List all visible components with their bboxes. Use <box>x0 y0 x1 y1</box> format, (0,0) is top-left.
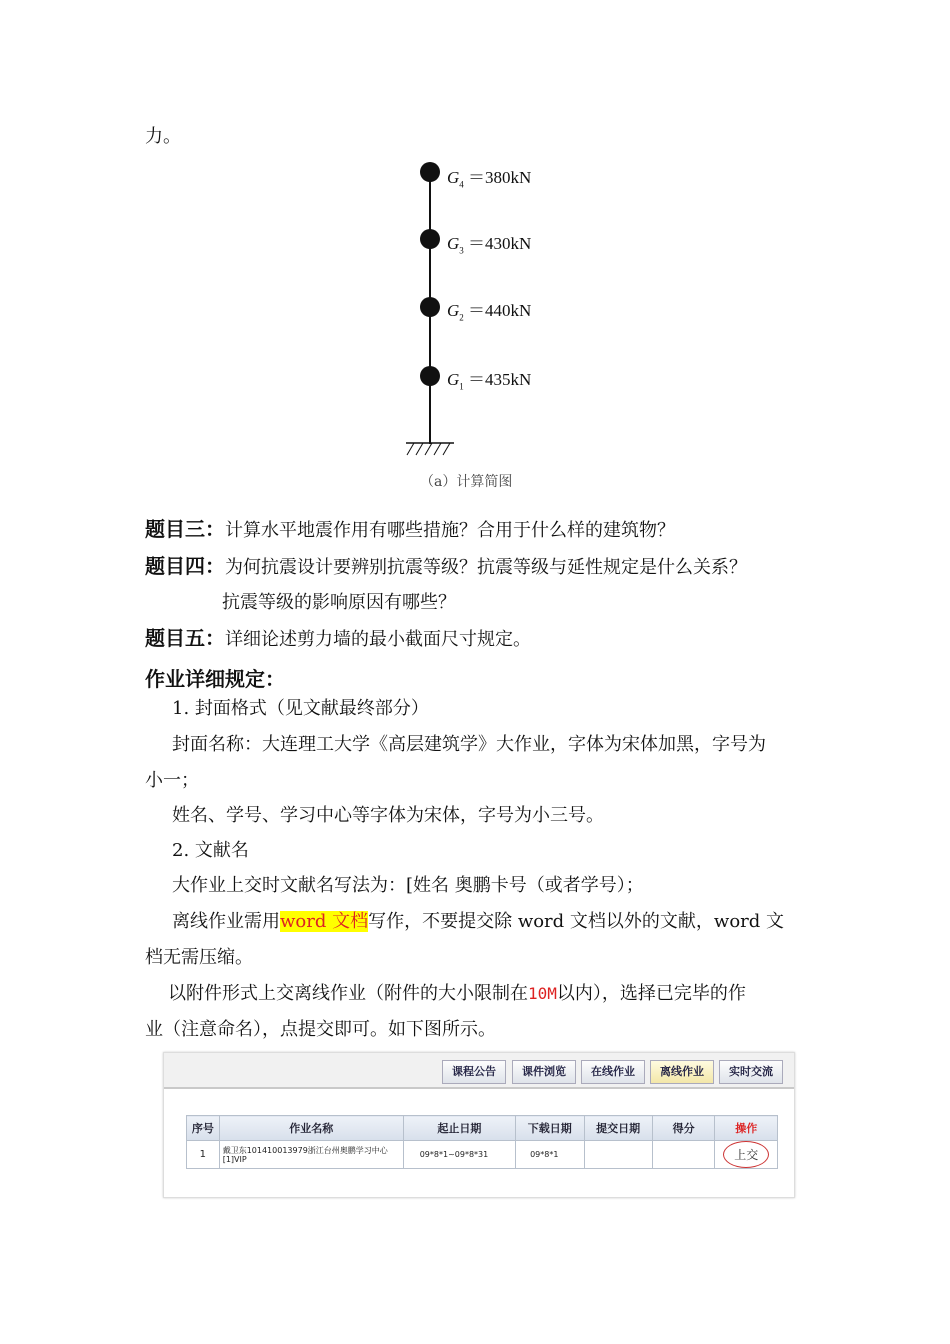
mass-label-2: $G_2 =440kN$ <box>447 301 532 323</box>
mass-node-2 <box>420 297 440 317</box>
req-line-1: 1. 封面格式（见文献最终部分） <box>172 698 429 719</box>
mass-node-4 <box>420 162 440 182</box>
th-action: 操作 <box>715 1116 778 1141</box>
th-name: 作业名称 <box>219 1116 403 1141</box>
cell-range: 09*8*1~09*8*31 <box>403 1141 515 1169</box>
req-line-4: 姓名、学号、学习中心等字体为宋体，字号为小三号。 <box>172 805 604 826</box>
req-line-5: 2. 文献名 <box>172 840 249 861</box>
question-3: 题目三：计算水平地震作用有哪些措施？合用于什么样的建筑物？ <box>145 517 675 541</box>
req-line-8: 档无需压缩。 <box>145 947 253 968</box>
embedded-screenshot <box>163 1052 795 1198</box>
cell-submitted <box>584 1141 652 1169</box>
cell-action <box>715 1141 778 1169</box>
req-line-9: 以附件形式上交离线作业（附件的大小限制在10M以内），选择已完毕的作 <box>168 983 746 1004</box>
table-header <box>187 1116 778 1141</box>
th-index: 序号 <box>187 1116 220 1141</box>
th-submitted: 提交日期 <box>584 1116 652 1141</box>
mass-node-3 <box>420 229 440 249</box>
req-line-3: 小一； <box>145 770 199 791</box>
tab-course-notice[interactable]: 课程公告 <box>442 1060 506 1084</box>
intro-tail: 力。 <box>145 126 181 147</box>
submit-button[interactable]: 上交 <box>723 1141 769 1168</box>
mass-label-4: $G_4 =380kN$ <box>447 168 532 190</box>
th-range: 起止日期 <box>403 1116 515 1141</box>
fixed-support-icon <box>404 440 456 458</box>
homework-table <box>186 1115 778 1169</box>
req-line-6: 大作业上交时文献名写法为：[姓名 奥鹏卡号（或者学号）； <box>172 875 644 896</box>
th-score: 得分 <box>652 1116 715 1141</box>
tab-offline-homework[interactable]: 离线作业 <box>650 1060 714 1084</box>
tab-bar <box>164 1053 794 1089</box>
tab-live-chat[interactable]: 实时交流 <box>719 1060 783 1084</box>
diagram-caption: （a）计算简图 <box>420 474 513 490</box>
mass-label-1: $G_1 =435kN$ <box>447 370 532 392</box>
cell-index: 1 <box>187 1141 220 1169</box>
tab-courseware[interactable]: 课件浏览 <box>512 1060 576 1084</box>
th-download: 下载日期 <box>516 1116 584 1141</box>
mass-node-1 <box>420 366 440 386</box>
req-line-2: 封面名称：大连理工大学《高层建筑学》大作业，字体为宋体加黑，字号为 <box>172 734 766 755</box>
tab-online-homework[interactable]: 在线作业 <box>581 1060 645 1084</box>
req-line-10: 业（注意命名），点提交即可。如下图所示。 <box>145 1019 496 1040</box>
question-4-cont: 抗震等级的影响原因有哪些？ <box>222 592 456 613</box>
mass-label-3: $G_3 =430kN$ <box>447 234 532 256</box>
cell-score <box>652 1141 715 1169</box>
highlight-word-doc: word 文档 <box>280 911 369 932</box>
cell-name: 戴卫东101410013979浙江台州奥鹏学习中心[1]VIP <box>219 1141 403 1169</box>
requirements-heading: 作业详细规定： <box>145 667 285 691</box>
question-5: 题目五：详细论述剪力墙的最小截面尺寸规定。 <box>145 626 531 650</box>
cell-download: 09*8*1 <box>516 1141 584 1169</box>
question-4: 题目四：为何抗震设计要辨别抗震等级？抗震等级与延性规定是什么关系？ <box>145 554 747 578</box>
req-line-7: 离线作业需用word 文档写作，不要提交除 word 文档以外的文献，word 文 <box>172 911 784 932</box>
size-limit: 10M <box>528 984 557 1003</box>
table-row <box>187 1141 778 1169</box>
